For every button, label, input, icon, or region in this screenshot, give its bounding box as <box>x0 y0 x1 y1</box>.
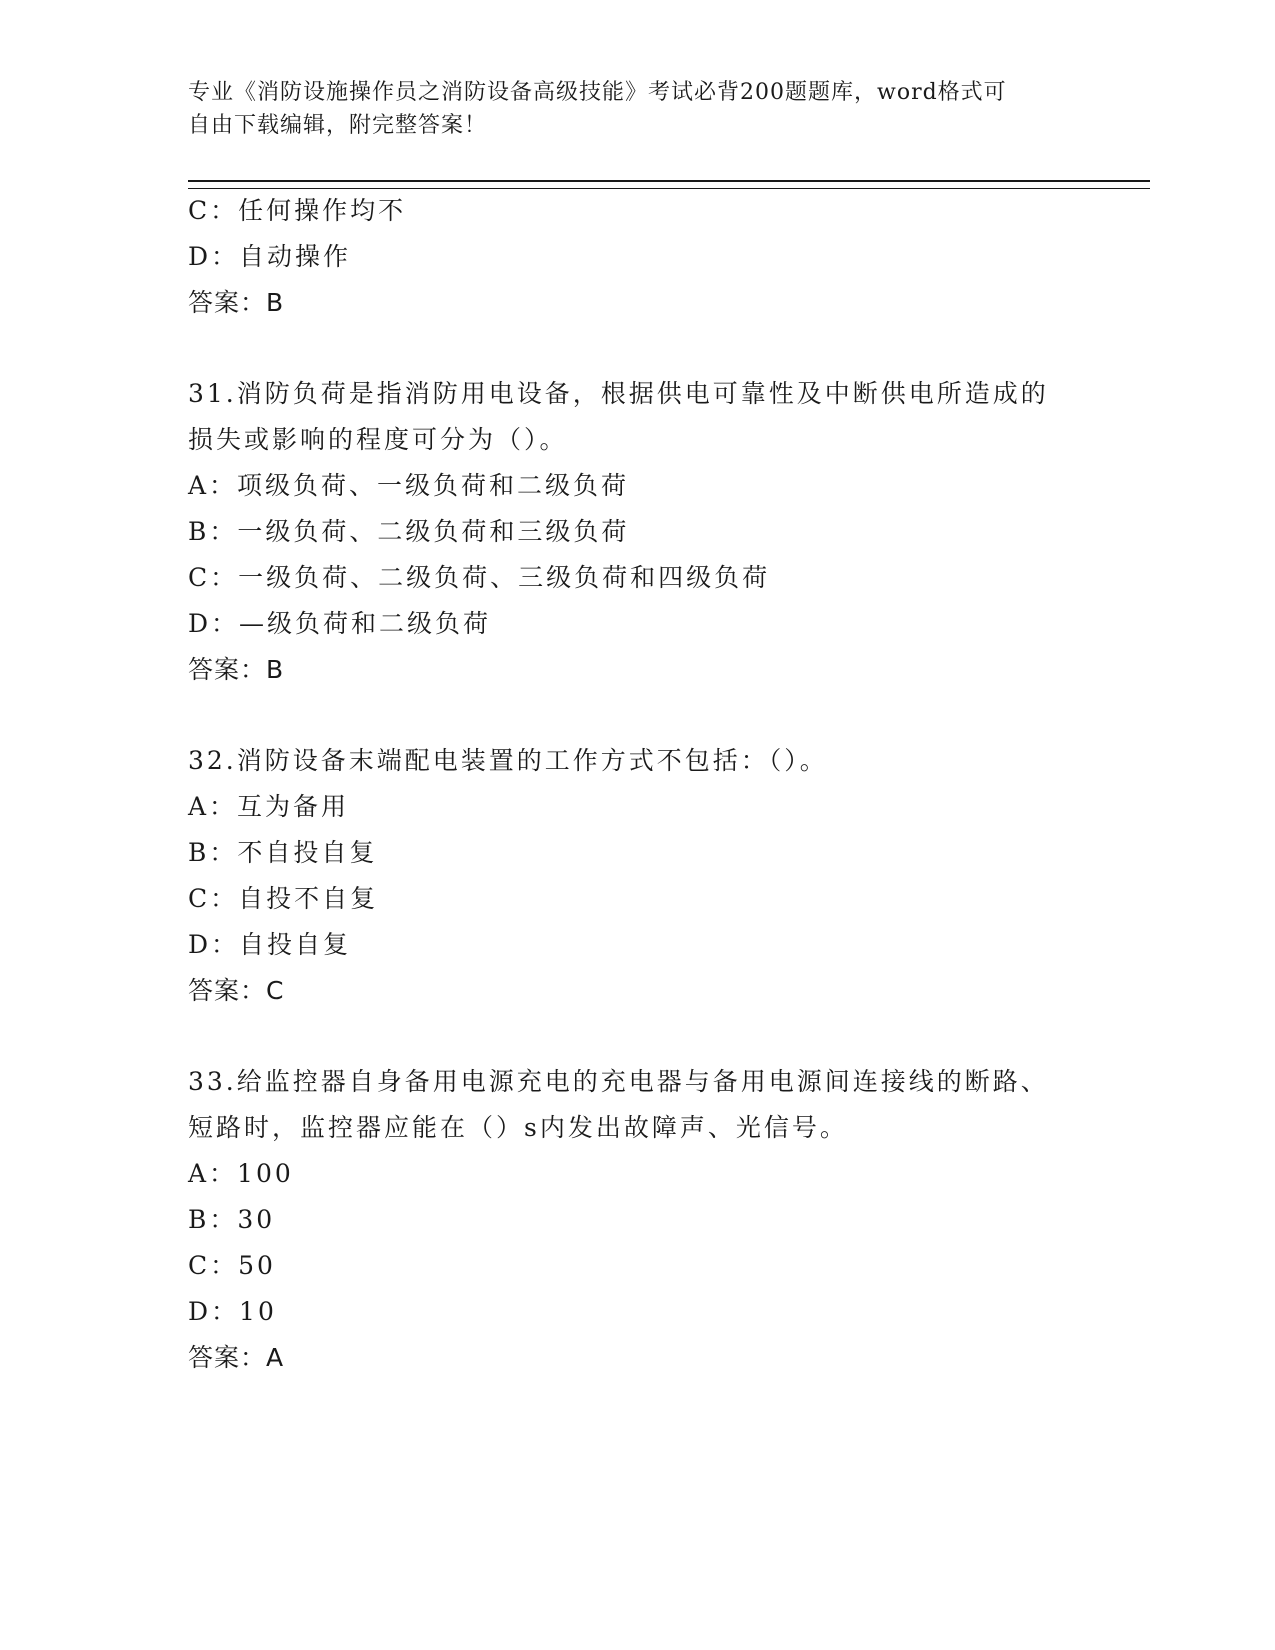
option-b: B：30 <box>188 1205 276 1234</box>
question-text-line: 短路时，监控器应能在（）s内发出故障声、光信号。 <box>188 1113 848 1142</box>
question-text-line: 损失或影响的程度可分为（）。 <box>188 425 568 454</box>
answer-line: 答案：B <box>188 655 285 684</box>
document-header <box>188 76 1068 142</box>
option-a: A：100 <box>188 1159 294 1188</box>
option-c: C：任何操作均不 <box>188 196 407 225</box>
option-c: C：50 <box>188 1251 276 1280</box>
question-fragment <box>188 188 1088 326</box>
answer-line: 答案：C <box>188 976 285 1005</box>
question-31 <box>188 371 1088 693</box>
header-line-1: 专业《消防设施操作员之消防设备高级技能》考试必背200题题库，word格式可 <box>188 80 1007 105</box>
option-c: C：自投不自复 <box>188 884 379 913</box>
option-d: D：10 <box>188 1297 277 1326</box>
option-b: B：一级负荷、二级负荷和三级负荷 <box>188 517 630 546</box>
option-b: B：不自投自复 <box>188 838 378 867</box>
question-text-line: 33.给监控器自身备用电源充电的充电器与备用电源间连接线的断路、 <box>188 1067 1049 1096</box>
question-33 <box>188 1059 1088 1381</box>
option-d: D：自动操作 <box>188 242 352 271</box>
header-line-2: 自由下载编辑，附完整答案！ <box>188 113 488 138</box>
question-text-line: 32.消防设备末端配电装置的工作方式不包括：（）。 <box>188 746 828 775</box>
question-text-line: 31.消防负荷是指消防用电设备，根据供电可靠性及中断供电所造成的 <box>188 379 1049 408</box>
option-a: A：互为备用 <box>188 792 350 821</box>
option-d: D：自投自复 <box>188 930 352 959</box>
option-d: D：—级负荷和二级负荷 <box>188 609 492 638</box>
answer-line: 答案：A <box>188 1343 285 1372</box>
question-32 <box>188 738 1088 1014</box>
option-a: A：项级负荷、一级负荷和二级负荷 <box>188 471 630 500</box>
option-c: C：一级负荷、二级负荷、三级负荷和四级负荷 <box>188 563 771 592</box>
answer-line: 答案：B <box>188 288 285 317</box>
question-list <box>188 188 1088 1381</box>
